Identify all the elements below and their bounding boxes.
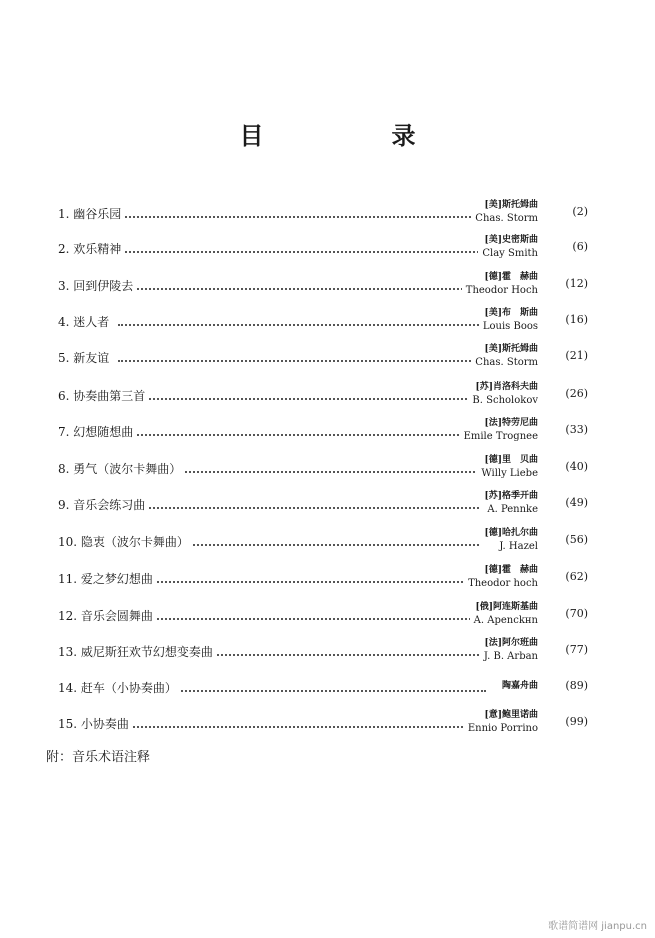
- composer-cn: [德]里 贝曲: [484, 455, 538, 465]
- page-number: (49): [565, 496, 588, 509]
- page-number: (2): [572, 205, 588, 218]
- leader-dots: [118, 716, 486, 728]
- entry-title: 15. 小协奏曲: [58, 715, 133, 732]
- page-number: (70): [565, 607, 588, 620]
- toc-entry: [58, 563, 598, 593]
- composer-cn: [俄]阿连斯基曲: [475, 602, 538, 612]
- leader-dots: [118, 206, 486, 218]
- page-number: (40): [565, 460, 588, 473]
- composer-cn: 陶嘉舟曲: [498, 679, 538, 693]
- entry-title: 5. 新友谊: [58, 349, 113, 366]
- appendix-entry: 附：音乐术语注释: [46, 750, 151, 765]
- toc-entry: [58, 526, 598, 556]
- composer-cn: [美]斯托姆曲: [484, 200, 538, 210]
- composer-cn: [法]特劳尼曲: [484, 418, 538, 428]
- composer: [480, 526, 538, 554]
- page-number: (89): [565, 679, 588, 692]
- leader-dots: [118, 388, 486, 400]
- composer-cn: [意]鲍里诺曲: [484, 710, 538, 720]
- entry-title: 2. 欢乐精神: [58, 240, 125, 257]
- toc-entry: [58, 198, 598, 228]
- composer: [460, 416, 538, 444]
- page-number: (16): [565, 313, 588, 326]
- entry-title: 3. 回到伊陵去: [58, 277, 137, 294]
- leader-dots: [118, 350, 486, 362]
- entry-title: 10. 隐衷（波尔卡舞曲）: [58, 533, 193, 550]
- composer: [464, 563, 538, 591]
- entry-title: 9. 音乐会练习曲: [58, 496, 149, 513]
- composer-cn: [美]斯托姆曲: [484, 344, 538, 354]
- leader-dots: [118, 497, 486, 509]
- page-number: (77): [565, 643, 588, 656]
- composer-cn: [美]史密斯曲: [484, 235, 538, 245]
- composer: [480, 489, 538, 517]
- composer: [479, 306, 538, 334]
- composer-cn: [美]布 斯曲: [484, 308, 538, 318]
- composer-cn: [德]霍 赫曲: [484, 565, 538, 575]
- page-number: (62): [565, 570, 588, 583]
- entry-title: 11. 爱之梦幻想曲: [58, 570, 157, 587]
- toc-entry: [58, 380, 598, 410]
- leader-dots: [118, 571, 486, 583]
- page-title: 目 录: [239, 121, 468, 150]
- composer-en: Theodor Hoch: [465, 285, 538, 296]
- entry-title: 6. 协奏曲第三首: [58, 387, 149, 404]
- entry-title: 14. 赶车（小协奏曲）: [58, 679, 181, 696]
- watermark: 歌谱简谱网 jianpu.cn: [548, 921, 647, 932]
- composer-en: Willy Liebe: [481, 468, 538, 479]
- toc-entry: [58, 489, 598, 519]
- composer-en: Chas. Storm: [475, 357, 538, 368]
- entry-title: 1. 幽谷乐园: [58, 205, 125, 222]
- page-number: (56): [565, 533, 588, 546]
- page-number: (26): [565, 387, 588, 400]
- toc-entry: [58, 453, 598, 483]
- page-number: (12): [565, 277, 588, 290]
- composer-cn: [苏]肖洛科夫曲: [475, 382, 538, 392]
- leader-dots: [118, 608, 486, 620]
- toc-entry: [58, 636, 598, 666]
- composer: [477, 453, 538, 481]
- composer-en: Chas. Storm: [475, 213, 538, 224]
- entry-title: 8. 勇气（波尔卡舞曲）: [58, 460, 185, 477]
- composer-en: Theodor hoch: [468, 578, 538, 589]
- entry-title: 4. 迷人者: [58, 313, 113, 330]
- toc-entry: [58, 233, 598, 263]
- composer-cn: [德]霍 赫曲: [484, 272, 538, 282]
- page-number: (33): [565, 423, 588, 436]
- leader-dots: [118, 278, 486, 290]
- composer-cn: [法]阿尔班曲: [484, 638, 538, 648]
- composer: [471, 198, 538, 226]
- page-number: (99): [565, 715, 588, 728]
- leader-dots: [118, 241, 486, 253]
- composer: [462, 270, 538, 298]
- composer-en: Louis Boos: [482, 321, 538, 332]
- composer-en: J. B. Arban: [483, 651, 538, 662]
- composer: [478, 233, 538, 261]
- toc-entry: [58, 416, 598, 446]
- composer-en: A. Apenckнn: [473, 615, 538, 626]
- composer-en: A. Pennke: [487, 504, 538, 515]
- page-number: (21): [565, 349, 588, 362]
- composer-en: Ennio Porrino: [467, 723, 538, 734]
- toc-entry: [58, 306, 598, 336]
- composer-cn: [德]哈扎尔曲: [484, 528, 538, 538]
- composer: [471, 342, 538, 370]
- composer: [464, 708, 538, 736]
- composer-en: Clay Smith: [482, 248, 538, 259]
- leader-dots: [118, 424, 486, 436]
- composer: [468, 380, 538, 408]
- toc-entry: [58, 672, 598, 702]
- toc-entry: [58, 342, 598, 372]
- composer: [480, 636, 538, 664]
- leader-dots: [118, 314, 486, 326]
- page-number: (6): [572, 240, 588, 253]
- entry-title: 12. 音乐会圆舞曲: [58, 607, 157, 624]
- composer: [470, 600, 538, 628]
- composer-cn: [苏]格季开曲: [484, 491, 538, 501]
- composer-en: B. Scholokov: [472, 395, 538, 406]
- composer-en: Emile Trognee: [463, 431, 538, 442]
- entry-title: 7. 幻想随想曲: [58, 423, 137, 440]
- toc-entry: [58, 708, 598, 738]
- entry-title: 13. 威尼斯狂欢节幻想变奏曲: [58, 643, 217, 660]
- toc-entry: [58, 270, 598, 300]
- toc-entry: [58, 600, 598, 630]
- composer-en: J. Hazel: [499, 541, 538, 552]
